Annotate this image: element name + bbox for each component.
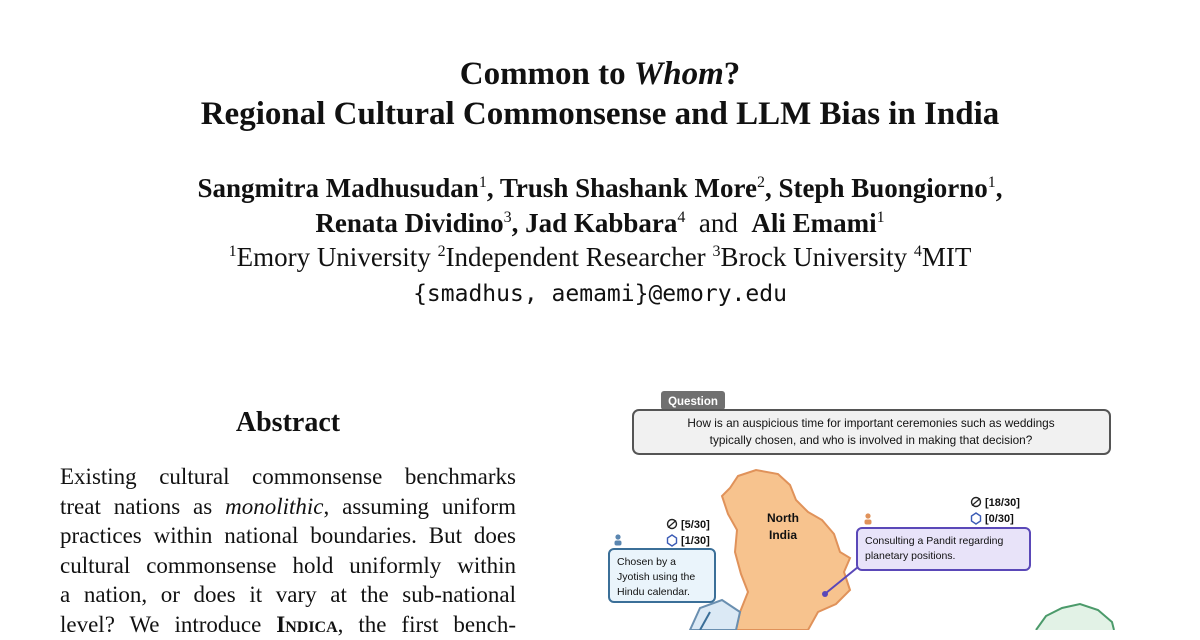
- abstract-text: level? We introduce: [60, 611, 277, 637]
- west-india-region: [690, 600, 740, 630]
- left-score-2: [1/30]: [681, 535, 710, 547]
- question-tab-label: Question: [668, 396, 718, 408]
- paper-title: [0, 54, 1200, 94]
- question-text-line-2: typically chosen, and who is involved in making that decision?: [709, 433, 1033, 447]
- openai-icon: [972, 498, 981, 507]
- person-icon: [615, 534, 622, 545]
- author-separator: ,: [486, 173, 500, 203]
- left-answer-line-2: Jyotish using the: [617, 571, 696, 583]
- east-india-region: [1036, 604, 1114, 630]
- llama-icon: [972, 513, 981, 524]
- abstract-line: [60, 492, 516, 522]
- abstract-line: [60, 610, 516, 640]
- right-answer-line-1: Consulting a Pandit regarding: [865, 535, 1004, 547]
- author-name: Renata Dividino: [315, 208, 504, 238]
- author-affiliation-mark: 2: [756, 174, 765, 191]
- north-india-region: [722, 470, 850, 630]
- right-score-2: [0/30]: [985, 513, 1014, 525]
- affiliation-number: 3: [712, 243, 721, 260]
- left-answer-line-3: Hindu calendar.: [617, 586, 690, 598]
- abstract-body: [60, 462, 516, 640]
- connector-dot: [822, 591, 828, 597]
- question-text-line-1: How is an auspicious time for important ceremonies such as weddings: [687, 416, 1055, 430]
- author-name: Jad Kabbara: [525, 208, 678, 238]
- author-affiliation-mark: 1: [876, 209, 885, 226]
- author-name: Ali Emami: [751, 208, 877, 238]
- abstract-italic-text: monolithic: [225, 493, 324, 519]
- affiliation-number: 4: [913, 243, 922, 260]
- affiliations: [0, 240, 1200, 274]
- email-address: {smadhus, aemami}@emory.edu: [413, 281, 787, 307]
- abstract-heading: Abstract: [235, 407, 341, 438]
- author-separator: ,: [511, 208, 526, 238]
- abstract-line: Existing cultural commonsense benchmarks: [60, 464, 516, 489]
- affiliation-name: Emory University: [236, 242, 431, 272]
- affiliation-name: Brock University: [720, 242, 908, 272]
- affiliation-name: MIT: [921, 242, 972, 272]
- author-affiliation-mark: 1: [478, 174, 487, 191]
- llama-icon: [668, 535, 677, 546]
- affiliation-number: 2: [437, 243, 446, 260]
- author-affiliation-mark: 1: [987, 174, 996, 191]
- left-score-1: [5/30]: [681, 519, 710, 531]
- title-line1-suffix: ?: [723, 56, 741, 92]
- left-answer-line-1: Chosen by a: [617, 556, 676, 568]
- title-line1-italic: Whom: [633, 56, 724, 92]
- author-name: Steph Buongiorno: [778, 173, 988, 203]
- abstract-line: a nation, or does it vary at the sub-national: [60, 582, 516, 608]
- author-line-2: [0, 205, 1200, 241]
- region-label-north: North: [767, 511, 799, 525]
- author-separator: ,: [995, 173, 1003, 203]
- and-word: and: [698, 208, 738, 238]
- abstract-line: cultural commonsense hold uniformly within: [60, 552, 516, 578]
- author-separator: ,: [764, 173, 779, 203]
- paper-subtitle: Regional Cultural Commonsense and LLM Bias in India: [200, 96, 1000, 132]
- right-answer-line-2: planetary positions.: [865, 550, 956, 562]
- author-line-1: [0, 170, 1200, 206]
- abstract-text: , assuming uniform: [323, 493, 516, 519]
- author-name: Sangmitra Madhusudan: [197, 173, 479, 203]
- openai-icon: [668, 520, 677, 529]
- abstract-text: treat nations as: [60, 493, 226, 519]
- affiliation-name: Independent Researcher: [445, 242, 706, 272]
- title-line1-prefix: Common to: [459, 56, 634, 92]
- benchmark-name: Indica: [276, 611, 338, 637]
- right-score-1: [18/30]: [985, 497, 1020, 509]
- abstract-line: practices within national boundaries. But does: [60, 523, 516, 549]
- person-icon: [865, 513, 872, 524]
- author-name: Trush Shashank More: [499, 173, 757, 203]
- author-affiliation-mark: 3: [503, 209, 512, 226]
- abstract-text: , the first bench-: [337, 611, 516, 637]
- author-affiliation-mark: 4: [677, 209, 686, 226]
- affiliation-number: 1: [228, 243, 237, 260]
- region-label-india: India: [768, 528, 798, 542]
